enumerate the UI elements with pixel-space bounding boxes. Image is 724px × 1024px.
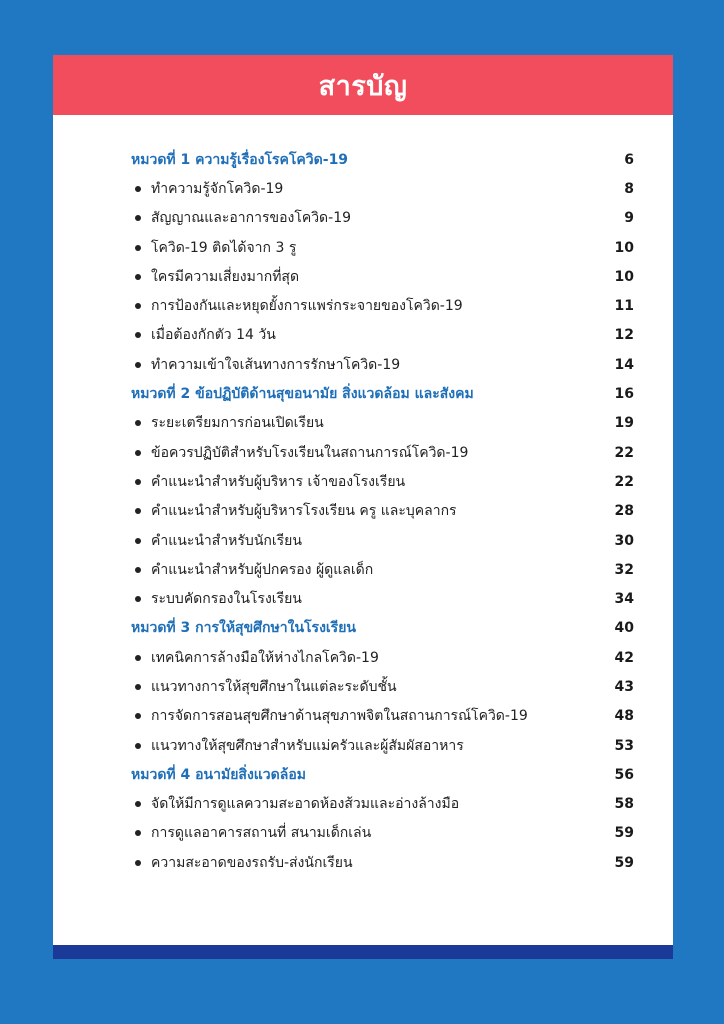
toc-item[interactable] <box>131 526 634 555</box>
toc-item[interactable] <box>131 790 634 819</box>
toc-item[interactable] <box>131 409 634 438</box>
bullet-icon <box>135 567 141 573</box>
toc-entry-label-group <box>131 852 353 874</box>
page-number: 58 <box>614 796 634 813</box>
toc-item[interactable] <box>131 262 634 291</box>
toc-chapter[interactable] <box>131 145 634 174</box>
toc-entry-label-group <box>131 412 324 434</box>
toc-entry-label-group <box>131 764 306 786</box>
bullet-icon <box>135 479 141 485</box>
page-number: 9 <box>624 210 634 227</box>
bullet-icon <box>135 538 141 544</box>
toc-item[interactable] <box>131 555 634 584</box>
page-number: 59 <box>614 825 634 842</box>
toc-entry-label-group <box>131 530 302 552</box>
toc-item[interactable] <box>131 497 634 526</box>
page-number: 22 <box>614 444 634 461</box>
page-number: 6 <box>624 151 634 168</box>
item-title: เมื่อต้องกักตัว 14 วัน <box>151 327 276 344</box>
toc-chapter[interactable] <box>131 379 634 408</box>
toc-item[interactable] <box>131 204 634 233</box>
item-title: ใครมีความเสี่ยงมากที่สุด <box>151 268 300 285</box>
item-title: สัญญาณและอาการของโควิด-19 <box>151 210 352 227</box>
bullet-icon <box>135 332 141 338</box>
bullet-icon <box>135 450 141 456</box>
item-title: คำแนะนำสำหรับผู้บริหารโรงเรียน ครู และบุคลากร <box>151 503 457 520</box>
bullet-icon <box>135 830 141 836</box>
bullet-icon <box>135 420 141 426</box>
bullet-icon <box>135 684 141 690</box>
toc-entry-label-group <box>131 676 397 698</box>
toc-entry-label-group <box>131 588 302 610</box>
toc-entry-label-group <box>131 324 276 346</box>
page-number: 22 <box>614 473 634 490</box>
toc-item[interactable] <box>131 291 634 320</box>
bullet-icon <box>135 801 141 807</box>
bullet-icon <box>135 215 141 221</box>
bullet-icon <box>135 743 141 749</box>
toc-item[interactable] <box>131 467 634 496</box>
item-title: แนวทางการให้สุขศึกษาในแต่ละระดับชั้น <box>151 678 397 695</box>
page-number: 59 <box>614 854 634 871</box>
toc-entry-label-group <box>131 266 299 288</box>
bullet-icon <box>135 303 141 309</box>
item-title: ทำความรู้จักโควิด-19 <box>151 180 284 197</box>
bullet-icon <box>135 186 141 192</box>
item-title: คำแนะนำสำหรับนักเรียน <box>151 532 302 549</box>
page-number: 56 <box>614 766 634 783</box>
item-title: ข้อควรปฏิบัติสำหรับโรงเรียนในสถานการณ์โควิด-19 <box>151 444 469 461</box>
bullet-icon <box>135 860 141 866</box>
toc-item[interactable] <box>131 643 634 672</box>
page-number: 10 <box>614 239 634 256</box>
toc-entry-label-group <box>131 793 459 815</box>
toc-entry-label-group <box>131 735 464 757</box>
page-number: 32 <box>614 561 634 578</box>
toc-entry-label-group <box>131 617 356 639</box>
toc-entry-label-group <box>131 647 379 669</box>
toc-item[interactable] <box>131 233 634 262</box>
toc-item[interactable] <box>131 584 634 613</box>
toc-page <box>53 55 673 959</box>
bullet-icon <box>135 274 141 280</box>
toc-entry-label-group <box>131 237 296 259</box>
chapter-title: หมวดที่ 4 อนามัยสิ่งแวดล้อม <box>131 766 306 783</box>
toc-item[interactable] <box>131 672 634 701</box>
toc-item[interactable] <box>131 848 634 877</box>
toc-entry-label-group <box>131 705 528 727</box>
item-title: ความสะอาดของรถรับ-ส่งนักเรียน <box>151 854 353 871</box>
item-title: คำแนะนำสำหรับผู้บริหาร เจ้าของโรงเรียน <box>151 473 406 490</box>
toc-entry-label-group <box>131 149 348 171</box>
page-number: 14 <box>614 356 634 373</box>
item-title: การดูแลอาคารสถานที่ สนามเด็กเล่น <box>151 825 372 842</box>
toc-entry-label-group <box>131 471 405 493</box>
page-number: 48 <box>614 708 634 725</box>
toc-entry-label-group <box>131 354 400 376</box>
toc-entry-label-group <box>131 178 283 200</box>
page-number: 12 <box>614 327 634 344</box>
page-number: 43 <box>614 678 634 695</box>
page-number: 30 <box>614 532 634 549</box>
page-number: 16 <box>614 386 634 403</box>
toc-entry-label-group <box>131 500 457 522</box>
item-title: การจัดการสอนสุขศึกษาด้านสุขภาพจิตในสถานการณ์โควิด-19 <box>151 708 528 725</box>
toc-item[interactable] <box>131 731 634 760</box>
toc-chapter[interactable] <box>131 760 634 789</box>
bullet-icon <box>135 245 141 251</box>
page-number: 11 <box>614 298 634 315</box>
item-title: จัดให้มีการดูแลความสะอาดห้องส้วมและอ่างล้างมือ <box>151 796 460 813</box>
page-number: 42 <box>614 649 634 666</box>
toc-entry-label-group <box>131 383 474 405</box>
footer-bar <box>53 945 673 959</box>
item-title: คำแนะนำสำหรับผู้ปกครอง ผู้ดูแลเด็ก <box>151 561 374 578</box>
table-of-contents <box>131 145 634 877</box>
bullet-icon <box>135 655 141 661</box>
toc-entry-label-group <box>131 207 351 229</box>
toc-item[interactable] <box>131 174 634 203</box>
toc-item[interactable] <box>131 702 634 731</box>
item-title: ระยะเตรียมการก่อนเปิดเรียน <box>151 415 324 432</box>
page-number: 40 <box>614 620 634 637</box>
toc-item[interactable] <box>131 321 634 350</box>
toc-entry-label-group <box>131 559 373 581</box>
chapter-title: หมวดที่ 1 ความรู้เรื่องโรคโควิด-19 <box>131 151 349 168</box>
item-title: การป้องกันและหยุดยั้งการแพร่กระจายของโควิด-19 <box>151 298 463 315</box>
title-banner <box>53 55 673 115</box>
item-title: เทคนิคการล้างมือให้ห่างไกลโควิด-19 <box>151 649 379 666</box>
toc-entry-label-group <box>131 442 468 464</box>
item-title: ทำความเข้าใจเส้นทางการรักษาโควิด-19 <box>151 356 401 373</box>
bullet-icon <box>135 596 141 602</box>
page-number: 19 <box>614 415 634 432</box>
toc-entry-label-group <box>131 822 371 844</box>
toc-entry-label-group <box>131 295 463 317</box>
item-title: ระบบคัดกรองในโรงเรียน <box>151 591 302 608</box>
page-number: 8 <box>624 180 634 197</box>
toc-item[interactable] <box>131 350 634 379</box>
page-number: 28 <box>614 503 634 520</box>
page-title: สารบัญ <box>318 70 408 102</box>
bullet-icon <box>135 362 141 368</box>
item-title: แนวทางให้สุขศึกษาสำหรับแม่ครัวและผู้สัมผัสอาหาร <box>151 737 464 754</box>
page-number: 10 <box>614 268 634 285</box>
toc-item[interactable] <box>131 819 634 848</box>
toc-item[interactable] <box>131 438 634 467</box>
page-number: 34 <box>614 591 634 608</box>
chapter-title: หมวดที่ 2 ข้อปฏิบัติด้านสุขอนามัย สิ่งแวดล้อม และสังคม <box>131 386 474 403</box>
page-number: 53 <box>614 737 634 754</box>
chapter-title: หมวดที่ 3 การให้สุขศึกษาในโรงเรียน <box>131 620 356 637</box>
toc-chapter[interactable] <box>131 614 634 643</box>
bullet-icon <box>135 508 141 514</box>
bullet-icon <box>135 713 141 719</box>
item-title: โควิด-19 ติดได้จาก 3 รู <box>151 239 297 256</box>
